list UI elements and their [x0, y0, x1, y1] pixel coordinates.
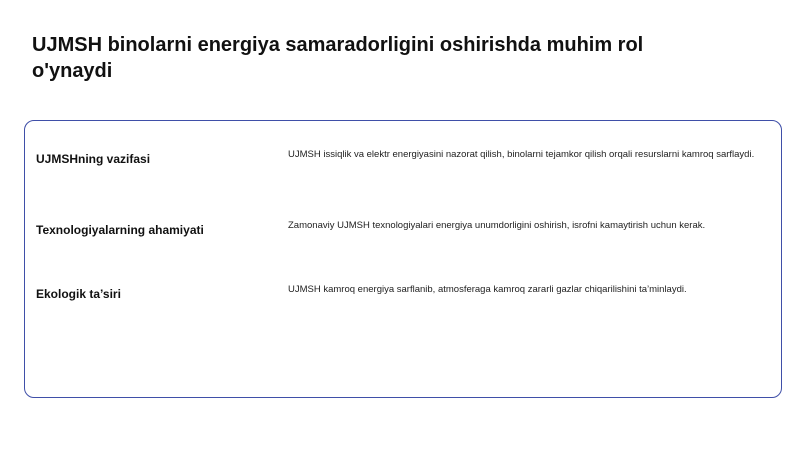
- row-description: Zamonaviy UJMSH texnologiyalari energiya unumdorligini oshirish, isrofni kamaytirish uchun kerak.: [288, 220, 706, 231]
- row-label: UJMSHning vazifasi: [36, 152, 151, 166]
- content-card: [24, 120, 782, 398]
- row-description: UJMSH issiqlik va elektr energiyasini nazorat qilish, binolarni tejamkor qilish orqali resurslarni kamroq sarflaydi.: [288, 149, 755, 160]
- slide-title: UJMSH binolarni energiya samaradorligini oshirishda muhim rol o'ynaydi: [32, 34, 644, 82]
- row-label: Ekologik ta’siri: [36, 287, 121, 301]
- row-label: Texnologiyalarning ahamiyati: [36, 223, 204, 237]
- row-description: UJMSH kamroq energiya sarflanib, atmosferaga kamroq zararli gazlar chiqarilishini ta’minlaydi.: [288, 284, 687, 295]
